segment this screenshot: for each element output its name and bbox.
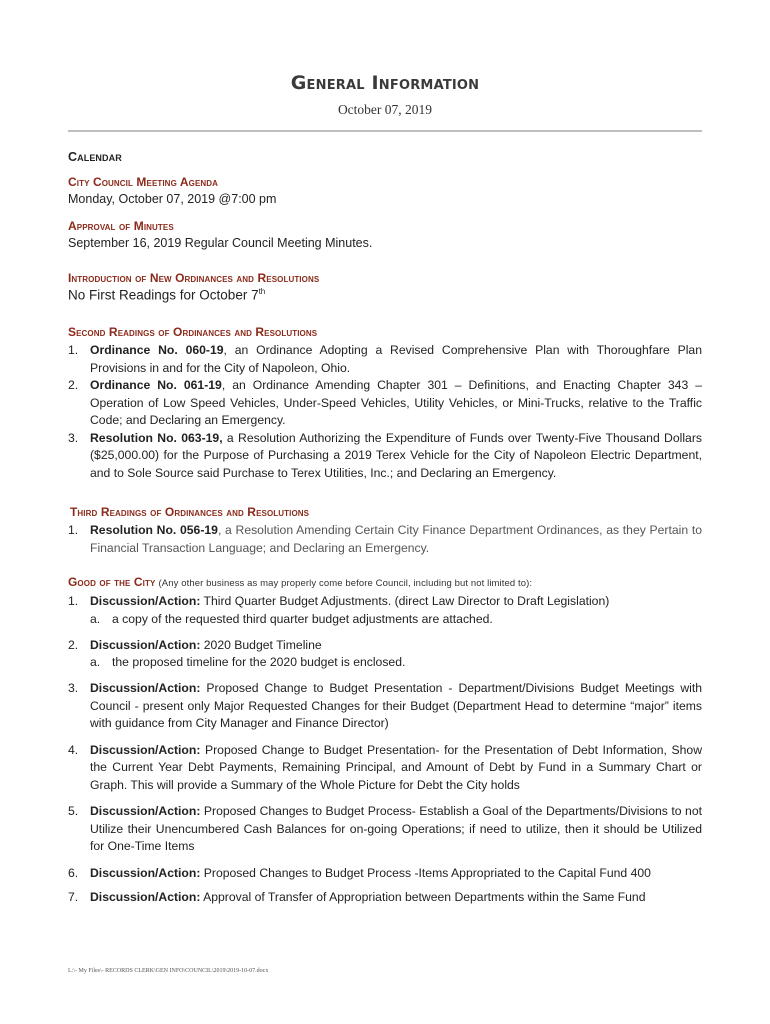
list-item [68,742,702,795]
header-divider [68,130,702,132]
item-number: 1. [68,343,79,357]
item-text: , an Ordinance Amending Chapter 301 – Definitions, and Enacting Chapter 343 – Operation of Low Speed Vehicles, Under-Speed Vehicles, Utility Vehicles, or Mini-Trucks, relative to the Traffic Code; and Declaring an Emergency. [90,378,702,427]
item-number: 5. [68,804,79,818]
minutes-heading: Approval of Minutes [68,219,174,233]
item-number: 3. [68,681,79,695]
good-of-city-list [68,593,702,907]
item-bold-label: Ordinance No. 061-19 [90,378,222,392]
item-text: a Resolution Authorizing the Expenditure of Funds over Twenty-Five Thousand Dollars ($25,000.00) for the Purpose of Purchasing a 2019 Terex Vehicle for the City of Napoleon Electric Department, and to Sole Source said Purchase to Terex Utilities, Inc.; and Declaring an Emergency. [90,430,702,480]
item-bold-label: Resolution No. 056-19 [90,523,218,537]
list-item [68,522,702,557]
item-text: Proposed Change to Budget Presentation - Department/Divisions Budget Meetings with Council - present only Major Requested Changes for their Budget (Department Head to determine “major” items with guidance from City Manager and Finance Director) [90,681,702,730]
item-number: 1. [68,594,79,608]
council-meeting-section [68,175,702,208]
list-item [68,680,702,733]
sub-item [90,611,702,628]
introduction-section [68,271,702,303]
item-text: 2020 Budget Timeline [200,637,322,652]
item-bold-label: Resolution No. 063-19, [90,430,223,445]
minutes-text: September 16, 2019 Regular Council Meeting Minutes. [68,236,373,250]
list-item [68,637,702,672]
list-item [68,430,702,483]
page-title: General Information [290,72,480,94]
list-item [68,593,702,628]
item-bold-label: Discussion/Action: [90,804,201,818]
item-text: , a Resolution Amending Certain City Finance Department Ordinances, as they Pertain to Financial Transaction Language; and Declaring an Emergency. [90,523,702,555]
introduction-heading: Introduction of New Ordinances and Resolutions [68,271,320,285]
sub-item-text: the proposed timeline for the 2020 budget is enclosed. [112,655,406,669]
third-readings-section [68,505,702,557]
council-meeting-heading: City Council Meeting Agenda [68,175,219,189]
item-text: Proposed Changes to Budget Process -Items Appropriated to the Capital Fund 400 [200,865,651,880]
third-readings-heading: Third Readings of Ordinances and Resolutions [70,505,310,519]
item-bold-label: Discussion/Action: [90,681,201,695]
list-item [68,803,702,856]
item-number: 4. [68,742,79,757]
second-readings-section [68,325,702,482]
item-number: 7. [68,890,79,904]
item-text: Proposed Changes to Budget Process- Establish a Goal of the Departments/Divisions to not Utilize their Unencumbered Cash Balances for on-going Operations; if need to utilize, then it should be Utilized for One-Time Items [90,804,702,853]
second-readings-heading: Second Readings of Ordinances and Resolutions [68,325,318,339]
item-number: 1. [68,523,79,537]
item-bold-label: Discussion/Action: [90,865,201,880]
sub-item-text: a copy of the requested third quarter budget adjustments are attached. [112,611,493,626]
sub-item [90,654,702,671]
third-readings-list [68,522,702,557]
list-item [68,865,702,883]
minutes-section [68,219,702,252]
item-bold-label: Ordinance No. 060-19 [90,343,224,357]
good-of-city-section [68,575,702,907]
item-bold-label: Discussion/Action: [90,742,201,757]
good-of-city-heading-row [68,575,702,589]
item-text: Approval of Transfer of Appropriation between Departments within the Same Fund [200,890,646,904]
sub-item-letter: a. [90,655,101,669]
item-text: , an Ordinance Adopting a Revised Comprehensive Plan with Thoroughfare Plan Provisions in and for the City of Napoleon, Ohio. [90,343,702,375]
council-meeting-text: Monday, October 07, 2019 @7:00 pm [68,192,277,206]
item-number: 2. [68,378,79,392]
list-item [68,377,702,430]
file-path-footer: L:\- My Files\- RECORDS CLERK\GEN INFO\COUNCIL\2019\2019-10-07.docx [68,968,269,974]
document-date: October 07, 2019 [337,102,433,117]
second-readings-list [68,342,702,482]
calendar-heading: Calendar [68,150,122,164]
item-number: 6. [68,865,79,880]
item-bold-label: Discussion/Action: [90,890,201,904]
item-text: Proposed Change to Budget Presentation- for the Presentation of Debt Information, Show the Current Year Debt Payments, Remaining Principal, and Amount of Debt by Fund in a Summary Chart or Graph. This will provide a Summary of the Whole Picture for Debt the City holds [90,742,702,792]
good-of-city-note: (Any other business as may properly come before Council, including but not limited to): [158,578,533,589]
item-text: Third Quarter Budget Adjustments. (direct Law Director to Draft Legislation) [200,594,610,608]
list-item [68,889,702,907]
good-of-city-heading: Good of the City [68,575,156,589]
item-number: 3. [68,430,79,445]
introduction-text: No First Readings for October 7th [68,287,266,303]
item-bold-label: Discussion/Action: [90,594,201,608]
sub-item-letter: a. [90,611,101,626]
item-number: 2. [68,637,79,652]
item-bold-label: Discussion/Action: [90,637,201,652]
list-item [68,342,702,377]
